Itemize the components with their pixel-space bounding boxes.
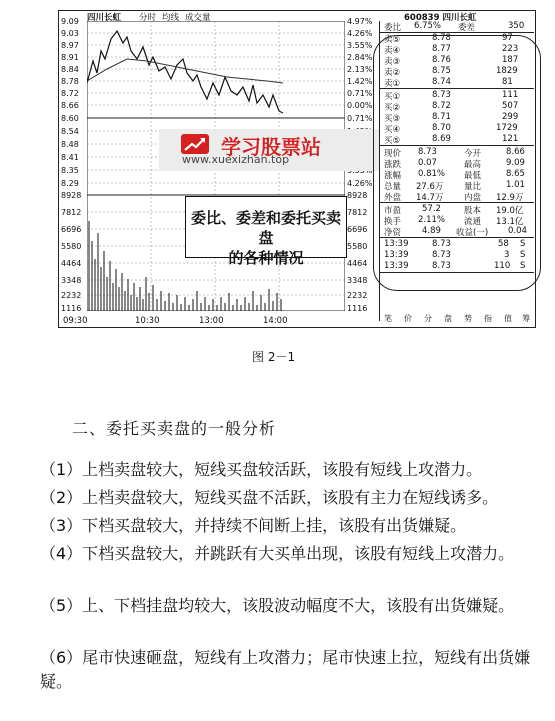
right-tick: 0.71% [347, 89, 373, 98]
callout-box [185, 196, 347, 267]
tick-row: 13:39 8.73 110 S [380, 261, 534, 273]
buy-row-5: 买⑤ 8.69 121 [380, 134, 534, 146]
tick-row: 13:39 8.73 3 S [384, 250, 526, 260]
right-tick: 4.26% [347, 29, 373, 38]
right-tick: 0.00% [347, 101, 373, 110]
right-tick: 1.42% [347, 77, 373, 86]
paragraph-3: （3）下档买盘较大，并持续不间断上挂，该股有出货嫌疑。 [40, 516, 467, 535]
left-tick: 8.84 [61, 65, 79, 74]
right-tick: 4464 [347, 259, 368, 268]
right-tick: 2.84% [347, 53, 373, 62]
weibi-label: 委比 [384, 23, 402, 33]
quote-row: 换手 2.11% 流通 13.1亿 [384, 215, 524, 227]
paragraph-6: （6）尾市快速砸盘，短线有上攻潜力；尾市快速上拉，短线有出货嫌疑。 [40, 648, 531, 691]
quote-row: 净资 4.89 收益(一) 0.04 [380, 226, 534, 238]
left-tick: 9.09 [61, 17, 79, 26]
section-title: 二、委托买卖盘的一般分析 [72, 419, 277, 438]
right-tick: 6696 [347, 225, 368, 234]
quote-row: 涨跌 0.07 最高 9.09 [384, 158, 525, 170]
stock-name-left: 四川长虹 [87, 13, 122, 23]
weibi-row [380, 21, 534, 33]
callout-line-2: 的各种情况 [228, 249, 304, 267]
stock-chart-figure [58, 10, 536, 328]
quote-row: 涨幅 0.81% 最低 8.65 [384, 169, 525, 181]
left-tick: 8.91 [61, 53, 79, 62]
left-tick: 8.60 [61, 114, 79, 123]
sell-row-4: 卖④ 8.77 223 [384, 44, 519, 56]
paragraph-4: （4）下档买盘较大，并跳跃有大买单出现，该股有短线上攻潜力。 [40, 544, 515, 563]
sell-row-3: 卖③ 8.76 187 [384, 55, 519, 67]
right-tick: 4.97% [347, 17, 373, 26]
weicha-value: 350 [508, 21, 525, 31]
right-tick: 4.26% [347, 179, 373, 188]
left-tick: 8.72 [61, 89, 79, 98]
right-tick: 2232 [347, 291, 368, 300]
quote-row: 总量 27.6万 量比 1.01 [384, 180, 525, 192]
left-tick: 8.41 [61, 153, 79, 162]
tab-zhi[interactable]: 指 [484, 314, 492, 323]
header-label-timeshare: 分时 [139, 13, 157, 23]
bottom-tabs [380, 313, 536, 325]
time-tick: 14:00 [263, 316, 288, 326]
left-tick: 4464 [61, 259, 82, 268]
buy-row-3: 买③ 8.71 299 [384, 112, 519, 124]
buy-row-1: 买① 8.73 111 [384, 90, 519, 102]
watermark-title: 学习股票站 [221, 135, 321, 159]
right-tick: 0.71% [347, 114, 373, 123]
tab-fen[interactable]: 分 [424, 314, 432, 323]
buy-row-4: 买④ 8.70 1729 [384, 123, 518, 135]
left-tick: 7812 [61, 208, 82, 217]
left-tick: 8.48 [61, 140, 79, 149]
paragraph-1: （1）上档卖盘较大，短线买盘较活跃，该股有短线上攻潜力。 [40, 460, 483, 479]
quote-row: 外盘 14.7万 内盘 12.9万 [380, 191, 534, 203]
right-tick: 7812 [347, 208, 368, 217]
left-tick: 8.29 [61, 179, 79, 188]
right-tick: 3.55% [347, 41, 373, 50]
trend-logo-icon [181, 134, 209, 154]
callout-line-1: 委比、委差和委托买卖盘 [190, 209, 341, 247]
right-tick: 2.13% [347, 65, 373, 74]
quote-row: 市盈 57.2 股本 19.0亿 [384, 204, 524, 216]
header-label-volume: 成交量 [185, 13, 211, 23]
tick-row: 13:39 8.73 58 S [384, 239, 526, 249]
left-tick: 3348 [61, 276, 82, 285]
sell-row-2: 卖② 8.75 1829 [384, 66, 518, 78]
left-tick: 8.97 [61, 41, 79, 50]
buy-row-2: 买② 8.72 507 [384, 101, 519, 113]
time-tick: 09:30 [63, 316, 88, 326]
header-label-average: 均线 [162, 13, 180, 23]
time-tick: 13:00 [199, 316, 224, 326]
watermark-banner [159, 129, 379, 171]
left-tick: 8928 [61, 191, 82, 200]
stock-header-right: 600839 四川长虹 [404, 13, 477, 23]
tab-chou[interactable]: 筹 [522, 314, 530, 323]
tab-jia[interactable]: 价 [404, 314, 412, 323]
left-axis [61, 17, 85, 313]
paragraph-5: （5）上、下档挂盘均较大，该股波动幅度不大，该股有出货嫌疑。 [40, 596, 515, 615]
right-tick: 5580 [347, 242, 368, 251]
right-tick: 3348 [347, 276, 368, 285]
left-tick: 2232 [61, 291, 82, 300]
left-tick: 1116 [61, 304, 82, 313]
left-tick: 8.66 [61, 101, 79, 110]
watermark-url: www.xuexizhan.top [182, 153, 290, 166]
quote-row: 现价 8.73 今开 8.66 [384, 147, 525, 159]
figure-caption: 图 2－1 [252, 350, 296, 364]
tab-pan[interactable]: 盘 [444, 314, 452, 323]
left-tick: 8.54 [61, 127, 79, 136]
left-tick: 6696 [61, 225, 82, 234]
tab-zhi2[interactable]: 值 [504, 314, 512, 323]
tab-shi[interactable]: 势 [464, 314, 472, 323]
paragraph-2: （2）上档卖盘较大，短线买盘不活跃，该股有主力在短线诱多。 [40, 488, 499, 507]
left-tick: 9.03 [61, 29, 79, 38]
tab-bi[interactable]: 笔 [384, 314, 392, 323]
left-tick: 8.78 [61, 77, 79, 86]
weibi-value: 6.75% [414, 21, 442, 31]
weicha-label: 委差 [458, 23, 476, 33]
left-tick: 8.35 [61, 166, 79, 175]
sell-row-1: 卖① 8.74 81 [380, 77, 534, 89]
right-tick: 1116 [347, 304, 368, 313]
left-tick: 5580 [61, 242, 82, 251]
sell-row-5: 卖⑤ 8.78 97 [384, 33, 513, 45]
right-tick: 8928 [347, 191, 368, 200]
order-panel [379, 21, 536, 321]
time-tick: 10:30 [135, 316, 160, 326]
